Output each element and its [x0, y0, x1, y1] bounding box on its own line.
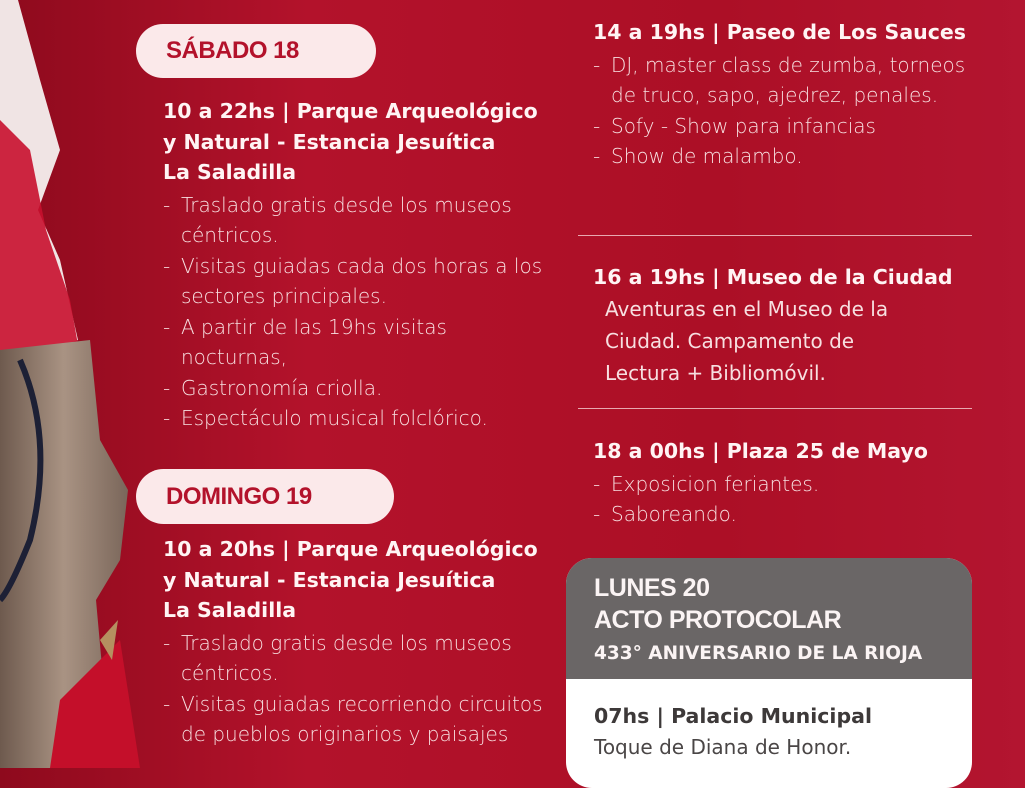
- monday-card-header: [566, 558, 972, 679]
- list-item: - Espectáculo musical folclórico.: [163, 403, 553, 434]
- event-heading: 10 a 22hs | Parque Arqueológico y Natural - Estancia Jesuítica La Saladilla: [163, 99, 538, 184]
- monday-card-body: [566, 679, 972, 763]
- list-item: - Show de malambo.: [593, 141, 973, 172]
- list-item: - DJ, master class de zumba, torneos de truco, sapo, ajedrez, penales.: [593, 50, 973, 111]
- list-item: - Gastronomía criolla.: [163, 373, 553, 404]
- event-heading: 14 a 19hs | Paseo de Los Sauces: [593, 20, 967, 44]
- event-item-list: [163, 628, 553, 750]
- list-item: - Exposicion feriantes.: [593, 469, 973, 500]
- event-museo-ciudad: [593, 262, 973, 389]
- day-pill-sunday: [136, 469, 394, 524]
- list-item: - Visitas guiadas cada dos horas a los sectores principales.: [163, 251, 553, 312]
- event-saturday-saladilla: [163, 96, 553, 434]
- event-heading: 16 a 19hs | Museo de la Ciudad: [593, 265, 953, 289]
- day-label-saturday: SÁBADO 18: [166, 37, 299, 64]
- event-item-list: [593, 50, 973, 172]
- event-paseo-sauces: [593, 17, 973, 172]
- list-item: - Traslado gratis desde los museos céntricos.: [163, 628, 553, 689]
- event-heading: 18 a 00hs | Plaza 25 de Mayo: [593, 439, 928, 463]
- list-item: - Visitas guiadas recorriendo circuitos de pueblos originarios y paisajes: [163, 689, 553, 750]
- list-item: - Saboreando.: [593, 499, 973, 530]
- section-divider: [578, 235, 972, 236]
- day-pill-saturday: [136, 24, 376, 78]
- list-item: - A partir de las 19hs visitas nocturnas,: [163, 312, 553, 373]
- event-description: Aventuras en el Museo de la Ciudad. Campamento de Lectura + Bibliomóvil.: [605, 296, 889, 385]
- day-label-sunday: DOMINGO 19: [166, 482, 312, 510]
- event-item-list: [593, 469, 973, 530]
- monday-subtitle: 433° ANIVERSARIO DE LA RIOJA: [594, 643, 923, 664]
- list-item: - Sofy - Show para infancias: [593, 111, 973, 142]
- event-item-list: [163, 190, 553, 434]
- monument-flag-illustration: [0, 0, 140, 768]
- monday-day-label: LUNES 20: [594, 574, 710, 602]
- monday-title: ACTO PROTOCOLAR: [594, 606, 842, 634]
- event-sunday-saladilla: [163, 534, 553, 750]
- event-heading: 07hs | Palacio Municipal: [594, 704, 872, 728]
- event-heading: 10 a 20hs | Parque Arqueológico y Natural - Estancia Jesuítica La Saladilla: [163, 537, 538, 622]
- section-divider: [578, 408, 972, 409]
- event-description: Toque de Diana de Honor.: [594, 735, 852, 759]
- monday-card: [566, 558, 972, 788]
- event-plaza-25-mayo: [593, 436, 973, 530]
- list-item: - Traslado gratis desde los museos céntricos.: [163, 190, 553, 251]
